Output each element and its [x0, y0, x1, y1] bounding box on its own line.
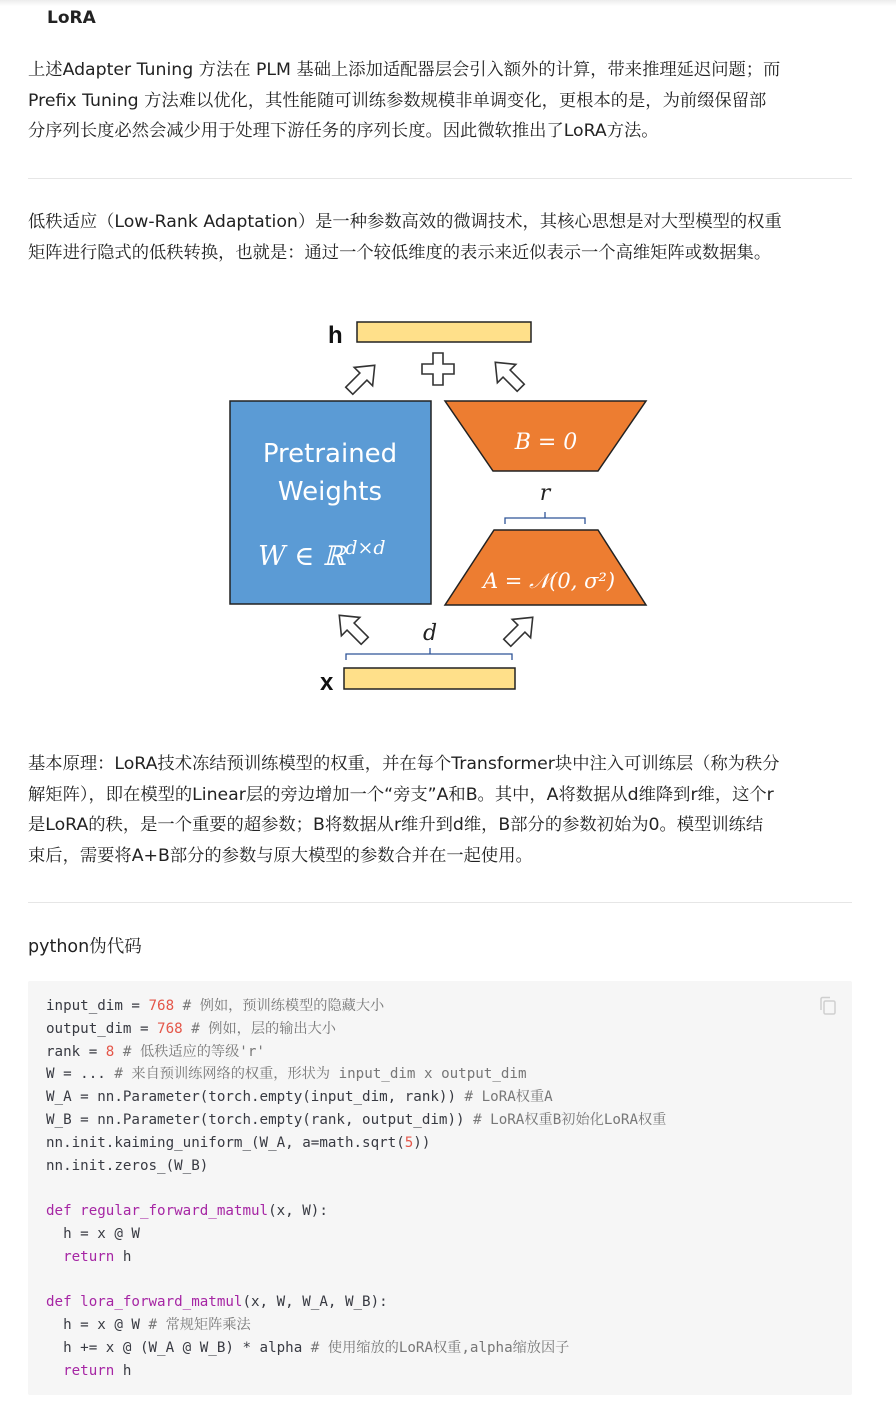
intro-line: 上述Adapter Tuning 方法在 PLM 基础上添加适配器层会引入额外的计算，带来推理延迟问题；而 [28, 60, 781, 80]
code-line [46, 1269, 666, 1292]
code-line: def regular_forward_matmul(x, W): [46, 1203, 328, 1220]
intro-line: Prefix Tuning 方法难以优化，其性能随可训练参数规模非单调变化，更根本的是，为前缀保留部 [28, 90, 767, 111]
a-matrix-trapezoid [445, 530, 646, 605]
code-line: return h [63, 1362, 132, 1379]
copy-icon[interactable] [818, 995, 838, 1017]
intro-line: 分序列长度必然会减少用于处理下游任务的序列长度。因此微软推出了LoRA方法。 [28, 121, 659, 141]
code-heading: python伪代码 [28, 937, 142, 957]
code-line: nn.init.zeros_(W_B) [46, 1157, 209, 1174]
a-formula: A = 𝒩(0, σ²) [482, 569, 616, 593]
h-output-bar [357, 322, 531, 342]
divider [28, 902, 852, 903]
lora-diagram [200, 300, 680, 720]
arrow-up-left-icon [486, 353, 530, 397]
arrow-into-weights-icon [330, 606, 374, 650]
code-line: nn.init.kaiming_uniform_(W_A, a=math.sqrt(5)) [46, 1134, 431, 1151]
code-line: W_A = nn.Parameter(torch.empty(input_dim, rank)) # LoRA权重A [46, 1089, 553, 1106]
arrow-into-a-icon [498, 608, 542, 652]
code-line [46, 1177, 666, 1200]
code-line: h = x @ W [46, 1225, 140, 1242]
code-line: return h [63, 1248, 132, 1265]
definition-paragraph [28, 207, 860, 268]
r-brace [505, 512, 585, 524]
r-label: r [539, 481, 551, 506]
h-label: h [328, 322, 343, 349]
w-formula-sup: d×d [345, 537, 386, 559]
arrow-up-right-icon [340, 356, 384, 400]
principle-paragraph [28, 749, 860, 871]
section-heading: LoRA [47, 8, 96, 28]
principle-line: 是LoRA的秩，是一个重要的超参数；B将数据从r维升到d维，B部分的参数初始为0。模型训练结 [28, 815, 764, 835]
plus-icon [422, 353, 454, 385]
principle-line: 基本原理：LoRA技术冻结预训练模型的权重，并在每个Transformer块中注入可训练层（称为秩分 [28, 754, 780, 774]
code-line: W_B = nn.Parameter(torch.empty(rank, output_dim)) # LoRA权重B初始化LoRA权重 [46, 1111, 667, 1128]
principle-line: 解矩阵），即在模型的Linear层的旁边增加一个“旁支”A和B。其中，A将数据从d维降到r维，这个r [28, 784, 774, 805]
code-line: def lora_forward_matmul(x, W, W_A, W_B): [46, 1294, 388, 1311]
top-shadow [0, 0, 896, 6]
d-label: d [422, 621, 438, 646]
definition-line: 矩阵进行隐式的低秩转换，也就是：通过一个较低维度的表示来近似表示一个高维矩阵或数据集。 [28, 242, 772, 263]
code-line: output_dim = 768 # 例如，层的输出大小 [46, 1020, 336, 1037]
x-label: x [320, 669, 334, 696]
code-text [46, 995, 666, 1383]
divider [28, 178, 852, 179]
weights-label: Weights [277, 477, 383, 507]
b-formula: B = 0 [514, 430, 578, 455]
code-line: h += x @ (W_A @ W_B) * alpha # 使用缩放的LoRA权重,alpha缩放因子 [46, 1339, 570, 1356]
code-block [28, 981, 852, 1395]
intro-paragraph [28, 55, 860, 147]
x-input-bar [344, 668, 515, 689]
code-line: input_dim = 768 # 例如，预训练模型的隐藏大小 [46, 998, 385, 1014]
code-line: h = x @ W # 常规矩阵乘法 [46, 1317, 251, 1334]
principle-line: 束后，需要将A+B部分的参数与原大模型的参数合并在一起使用。 [28, 845, 533, 866]
d-brace [346, 648, 512, 660]
definition-line: 低秩适应（Low-Rank Adaptation）是一种参数高效的微调技术，其核心思想是对大型模型的权重 [28, 212, 782, 232]
code-line: W = ... # 来自预训练网络的权重，形状为 input_dim x output_dim [46, 1066, 527, 1083]
code-line: rank = 8 # 低秩适应的等级'r' [46, 1043, 265, 1060]
w-formula-base: W ∈ ℝ [258, 541, 346, 572]
pretrained-label: Pretrained [262, 439, 398, 469]
